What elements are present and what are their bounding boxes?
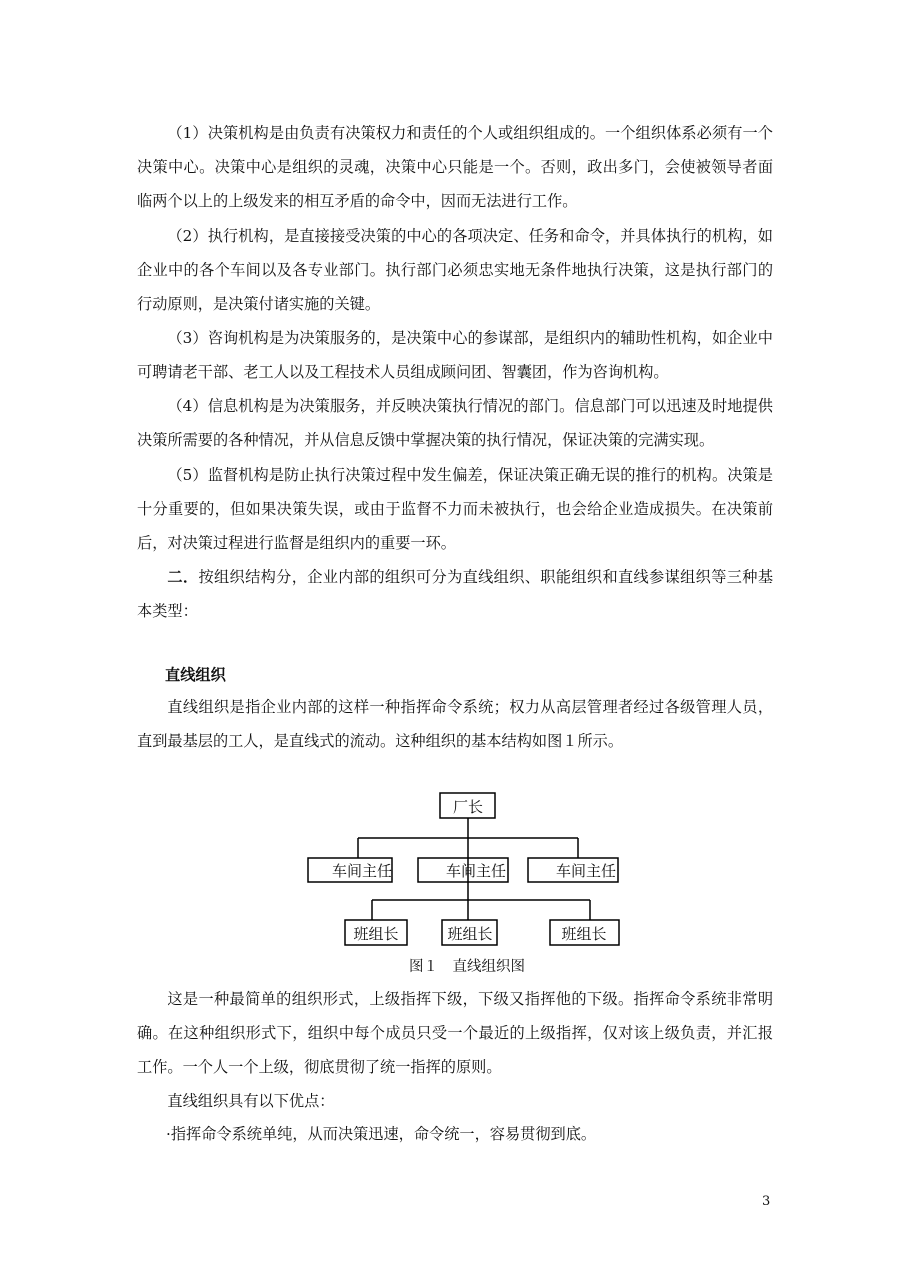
paragraph-consulting-body: （3）咨询机构是为决策服务的，是决策中心的参谋部，是组织内的辅助性机构，如企业中可聘请老干部、老工人以及工程技术人员组成顾问团、智囊团，作为咨询机构。 (137, 329, 773, 381)
section-heading: 直线组织 (165, 666, 226, 684)
paragraph-line-org-description: 这是一种最简单的组织形式，上级指挥下级，下级又指挥他的下级。指挥命令系统非常明确。在这种组织形式下，组织中每个成员只受一个最近的上级指挥，仅对该上级负责，并汇报工作。一个人一个上级，彻底贯彻了统一指挥的原则。 (137, 990, 773, 1076)
org-label-workshop-2: 车间主任 (445, 862, 507, 880)
page-number: 3 (762, 1194, 771, 1209)
paragraph-advantages-intro: 直线组织具有以下优点： (167, 1092, 335, 1110)
org-label-workshop-1: 车间主任 (331, 862, 393, 880)
paragraph-structure-types (137, 560, 773, 628)
org-label-team-3: 班组长 (561, 925, 607, 943)
paragraph-decision-body: （1）决策机构是由负责有决策权力和责任的个人或组织组成的。一个组织体系必须有一个决策中心。决策中心是组织的灵魂，决策中心只能是一个。否则，政出多门，会使被领导者面临两个以上的上级发来的相互矛盾的命令中，因而无法进行工作。 (137, 124, 773, 210)
org-label-team-1: 班组长 (353, 925, 399, 943)
paragraph-line-org-definition: 直线组织是指企业内部的这样一种指挥命令系统；权力从高层管理者经过各级管理人员，直到最基层的工人，是直线式的流动。这种组织的基本结构如图１所示。 (137, 698, 773, 750)
figure-caption: 图１ 直线组织图 (409, 959, 525, 975)
paragraph-supervision-body: （5）监督机构是防止执行决策过程中发生偏差，保证决策正确无误的推行的机构。决策是十分重要的，但如果决策失误，或由于监督不力而未被执行，也会给企业造成损失。在决策前后，对决策过程进行监督是组织内的重要一环。 (137, 466, 773, 552)
bullet-advantage-1: ·指挥命令系统单纯，从而决策迅速，命令统一，容易贯彻到底。 (166, 1125, 597, 1143)
paragraph-information-body: （4）信息机构是为决策服务，并反映决策执行情况的部门。信息部门可以迅速及时地提供决策所需要的各种情况，并从信息反馈中掌握决策的执行情况，保证决策的完满实现。 (137, 397, 773, 449)
section-number: 二． (167, 568, 199, 586)
org-label-director: 厂长 (452, 798, 484, 816)
paragraph-structure-types-text: 按组织结构分，企业内部的组织可分为直线组织、职能组织和直线参谋组织等三种基本类型： (137, 568, 774, 620)
org-label-team-2: 班组长 (447, 925, 493, 943)
org-chart (300, 786, 630, 956)
paragraph-execution-body: （2）执行机构，是直接接受决策的中心的各项决定、任务和命令，并具体执行的机构，如企业中的各个车间以及各专业部门。执行部门必须忠实地无条件地执行决策，这是执行部门的行动原则，是决策付诸实施的关键。 (137, 227, 773, 313)
org-label-workshop-3: 车间主任 (555, 862, 617, 880)
